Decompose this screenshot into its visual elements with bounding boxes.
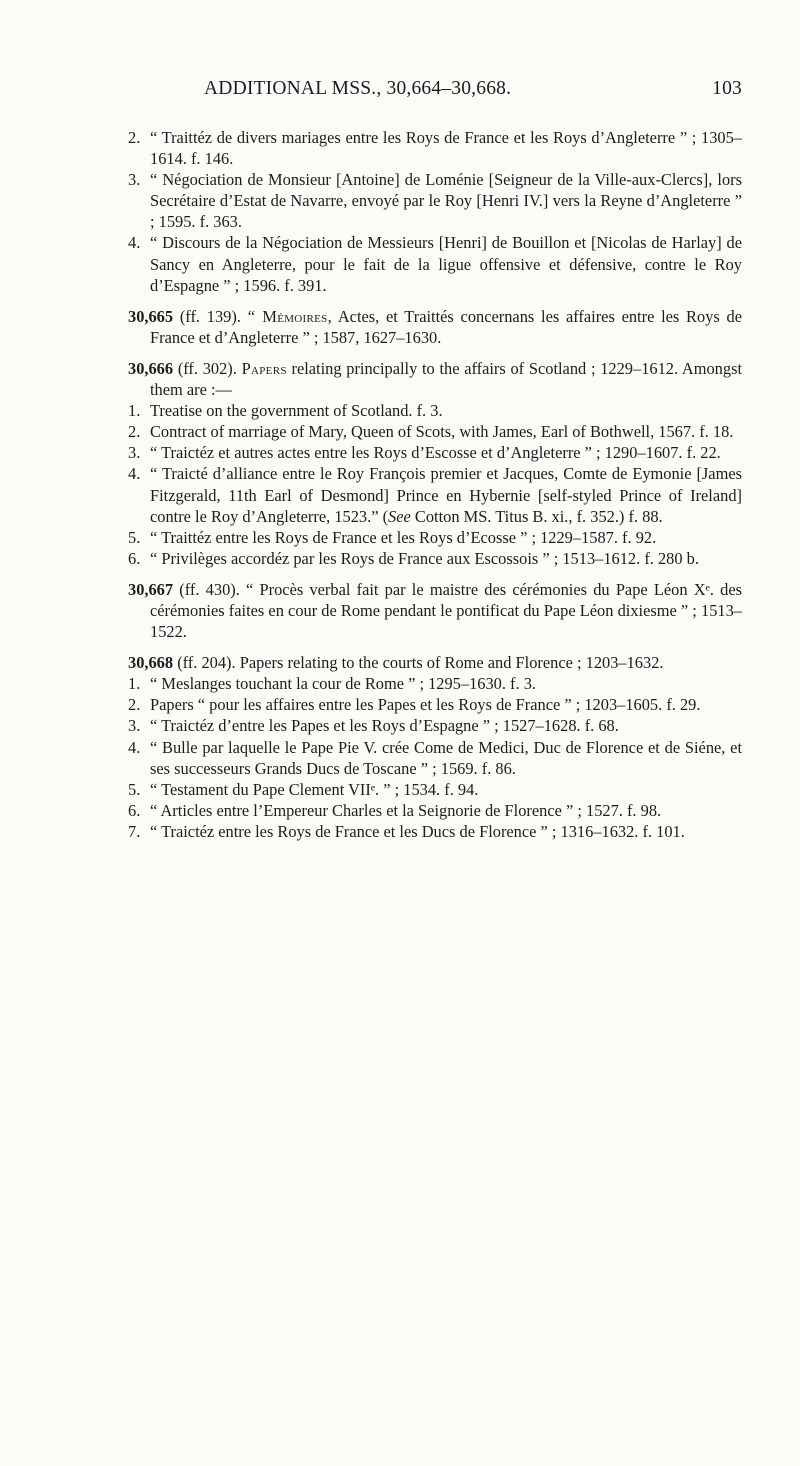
list-item (128, 400, 742, 421)
item-number: 2. (128, 128, 141, 147)
page-number: 103 (712, 78, 742, 99)
manuscript-number: 30,667 (128, 579, 174, 599)
manuscript-description: relating principally to the affairs of Scotland ; 1229–1612. Amongst them are :— (150, 358, 742, 400)
item-text: “ Testament du Pape Clement VIIᵉ. ” ; 1534. f. 94. (150, 779, 479, 799)
manuscript-description: (ff. 204). Papers relating to the courts of Rome and Florence ; 1203–1632. (177, 653, 664, 673)
item-text: “ Traictéz d’entre les Papes et les Roys d’Espagne ” ; 1527–1628. f. 68. (150, 716, 619, 736)
item-text: “ Négociation de Monsieur [Antoine] de Loménie [Seigneur de la Ville-aux-Clercs], lors Secrétaire d’Estat de Navarre, envoyé par le Roy [Henri IV.] vers la Reyne d’Angleterre ” ; 1595. f. 363. (150, 170, 742, 232)
manuscript-number: 30,665 (128, 306, 174, 326)
catalogue-text (128, 127, 742, 842)
item-number: 7. (128, 821, 141, 841)
list-item (128, 821, 742, 842)
item-number: 2. (128, 695, 141, 715)
list-item (128, 779, 742, 800)
list-item (128, 169, 742, 232)
item-number: 3. (128, 716, 141, 736)
list-item (128, 127, 742, 169)
item-text-cont: Cotton MS. Titus B. xi., f. 352.) f. 88. (410, 506, 663, 526)
item-text: “ Meslanges touchant la cour de Rome ” ; 1295–1630. f. 3. (150, 674, 536, 694)
see-reference: See (388, 506, 411, 526)
list-item (128, 737, 742, 779)
manuscript-description: Actes, et Traittés concernans les affaires entre les Roys de France et d’Angleterre ” ; 1587, 1627–1630. (150, 306, 742, 347)
item-number: 4. (128, 464, 141, 484)
manuscript-entry-30666 (128, 358, 742, 400)
item-text: “ Discours de la Négociation de Messieurs [Henri] de Bouillon et [Nicolas de Harlay] de Sancy en Angleterre, pour le fait de la ligue offensive et défensive, contre le Roy d’Espagne ” ; 1596. f. 391. (150, 233, 742, 295)
item-text: Contract of marriage of Mary, Queen of Scots, with James, Earl of Bothwell, 1567. f. 18. (150, 422, 734, 442)
manuscript-entry-30667 (128, 579, 742, 642)
manuscript-heading-word: “ Mémoires, (247, 306, 332, 326)
folio-count: (ff. 302). (177, 358, 237, 378)
item-text: “ Traictéz et autres actes entre les Roys d’Escosse et d’Angleterre ” ; 1290–1607. f. 22. (150, 443, 721, 463)
item-text: “ Articles entre l’Empereur Charles et la Seignorie de Florence ” ; 1527. f. 98. (150, 800, 662, 820)
item-number: 4. (128, 233, 141, 253)
list-item (128, 527, 742, 548)
item-number: 6. (128, 800, 141, 820)
item-text: “ Traicté d’alliance entre le Roy François premier et Jacques, Comte de Eymonie [James Fitzgerald, 11th Earl of Desmond] Prince en Hybernie [self-styled Prince of Ireland] contre le Roy d’Angleterre, 1523.” ( (150, 464, 742, 526)
item-number: 3. (128, 170, 141, 190)
item-text: “ Privilèges accordéz par les Roys de France aux Escossois ” ; 1513–1612. f. 280 b. (150, 548, 699, 568)
item-number: 5. (128, 779, 141, 799)
item-number: 5. (128, 527, 141, 547)
list-item (128, 442, 742, 463)
manuscript-entry-30668 (128, 652, 742, 673)
item-number: 3. (128, 443, 141, 463)
list-item (128, 715, 742, 736)
item-text: Treatise on the government of Scotland. f. 3. (150, 401, 443, 421)
list-item (128, 694, 742, 715)
page-title: ADDITIONAL MSS., 30,664–30,668. (204, 78, 512, 99)
manuscript-heading-word: Papers (241, 358, 287, 378)
list-item (128, 548, 742, 569)
manuscript-entry-30665 (128, 306, 742, 348)
list-item (128, 673, 742, 694)
manuscript-number: 30,666 (128, 358, 174, 378)
item-text: Papers “ pour les affaires entre les Papes et les Roys de France ” ; 1203–1605. f. 29. (150, 695, 701, 715)
running-header (128, 78, 742, 108)
list-item (128, 421, 742, 442)
manuscript-description: (ff. 430). “ Procès verbal fait par le maistre des cérémonies du Pape Léon Xᵉ. des cérémonies faites en cour de Rome pendant le pontificat du Pape Léon dixiesme ” ; 1513–1522. (150, 579, 742, 642)
item-number: 4. (128, 737, 141, 757)
item-text: “ Traictéz entre les Roys de France et les Ducs de Florence ” ; 1316–1632. f. 101. (150, 821, 685, 841)
item-number: 6. (128, 548, 141, 568)
item-text: “ Traittéz de divers mariages entre les Roys de France et les Roys d’Angleterre ” ; 1305–1614. f. 146. (150, 128, 742, 169)
list-item (128, 232, 742, 295)
item-text: “ Bulle par laquelle le Pape Pie V. crée Come de Medici, Duc de Florence et de Siéne, et ses successeurs Grands Ducs de Toscane ” ; 1569. f. 86. (150, 737, 742, 778)
list-item (128, 800, 742, 821)
item-text: “ Traittéz entre les Roys de France et les Roys d’Ecosse ” ; 1229–1587. f. 92. (150, 527, 657, 547)
manuscript-number: 30,668 (128, 653, 174, 673)
list-item (128, 463, 742, 526)
item-number: 1. (128, 401, 141, 421)
item-number: 2. (128, 422, 141, 442)
folio-count: (ff. 139). (179, 306, 241, 326)
item-number: 1. (128, 674, 141, 694)
